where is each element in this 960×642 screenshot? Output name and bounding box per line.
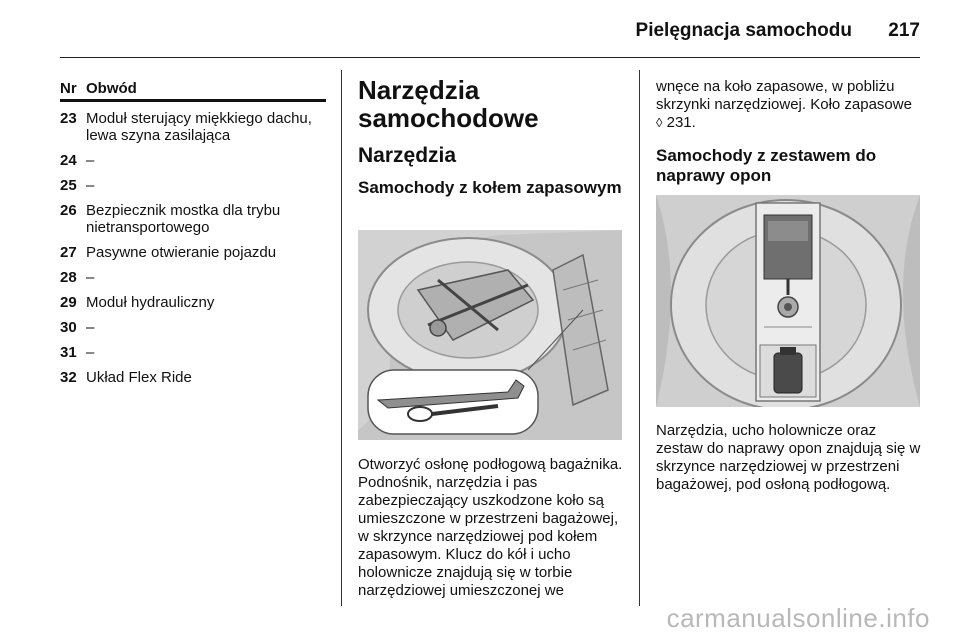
table-row xyxy=(60,344,326,361)
fuse-circuit: – xyxy=(86,269,95,286)
page-number: 217 xyxy=(888,20,920,41)
repair-kit-illustration xyxy=(656,195,920,407)
table-row xyxy=(60,152,326,169)
table-row xyxy=(60,177,326,194)
col-circuit-header: Obwód xyxy=(86,80,137,97)
fuse-number: 25 xyxy=(60,177,77,194)
fuse-circuit: Układ Flex Ride xyxy=(86,369,192,386)
column-divider-1 xyxy=(341,70,342,606)
fuse-circuit: – xyxy=(86,344,95,361)
fuse-circuit: Pasywne otwieranie pojazdu xyxy=(86,244,277,261)
fuse-number: 26 xyxy=(60,202,77,219)
fuse-number: 32 xyxy=(60,369,77,386)
fuse-circuit: Moduł sterujący miękkiego dachu, lewa szyna zasilająca xyxy=(86,110,312,144)
fuse-number: 27 xyxy=(60,244,77,261)
table-row xyxy=(60,294,326,311)
spare-wheel-text-continued xyxy=(656,78,922,132)
spare-wheel-text: Otworzyć osłonę podłogową bagażnika. Podnośnik, narzędzia i pas zabezpieczający uszkodzone koło są umieszczone w przestrzeni bagażowej, w skrzynce narzędziowej pod kołem zapasowym. Klucz do kół i ucho holownicze znajdują się w torbie narzędziowej umieszczonej we xyxy=(358,456,623,599)
header-title: Pielęgnacja samochodu xyxy=(635,20,852,41)
fuse-number: 30 xyxy=(60,319,77,336)
fuse-circuit: – xyxy=(86,319,95,336)
repair-kit-text-block xyxy=(656,422,922,494)
column-3 xyxy=(656,78,922,186)
column-2 xyxy=(358,76,624,198)
watermark: carmanualsonline.info xyxy=(666,603,930,633)
table-row xyxy=(60,319,326,336)
spare-wheel-illustration xyxy=(358,230,622,440)
fuse-number: 24 xyxy=(60,152,77,169)
fuse-circuit: – xyxy=(86,177,95,194)
table-row xyxy=(60,110,326,144)
fuse-table xyxy=(60,80,326,386)
table-row xyxy=(60,269,326,286)
table-row xyxy=(60,369,326,386)
fuse-number: 23 xyxy=(60,110,77,127)
fuse-table-header xyxy=(60,80,326,102)
spare-wheel-text-cont-a: wnęce na koło zapasowe, w pobliżu skrzynki narzędziowej. Koło zapasowe xyxy=(656,78,912,113)
page-header xyxy=(0,0,960,60)
reference-arrow-icon: ◊ xyxy=(656,115,663,130)
reference-page-link[interactable]: 231. xyxy=(666,114,696,131)
section-title: Narzędzia samochodowe xyxy=(358,75,539,133)
fuse-circuit: Moduł hydrauliczny xyxy=(86,294,215,311)
section-subtitle: Narzędzia xyxy=(358,144,457,167)
fuse-number: 28 xyxy=(60,269,77,286)
repair-kit-heading: Samochody z zestawem do naprawy opon xyxy=(656,146,877,185)
fuse-number: 29 xyxy=(60,294,77,311)
repair-kit-text: Narzędzia, ucho holownicze oraz zestaw do naprawy opon znajdują się w skrzynce narzędziowej w przestrzeni bagażowej, pod osłoną podłogową. xyxy=(656,422,921,493)
spare-wheel-text-block xyxy=(358,456,624,600)
header-rule xyxy=(60,57,920,58)
spare-wheel-heading: Samochody z kołem zapasowym xyxy=(358,178,622,197)
col-nr-header: Nr xyxy=(60,80,77,97)
fuse-number: 31 xyxy=(60,344,77,361)
table-row xyxy=(60,244,326,261)
fuse-circuit: Bezpiecznik mostka dla trybu nietransportowego xyxy=(86,202,281,236)
column-divider-2 xyxy=(639,70,640,606)
table-row xyxy=(60,202,326,236)
fuse-circuit: – xyxy=(86,152,95,169)
